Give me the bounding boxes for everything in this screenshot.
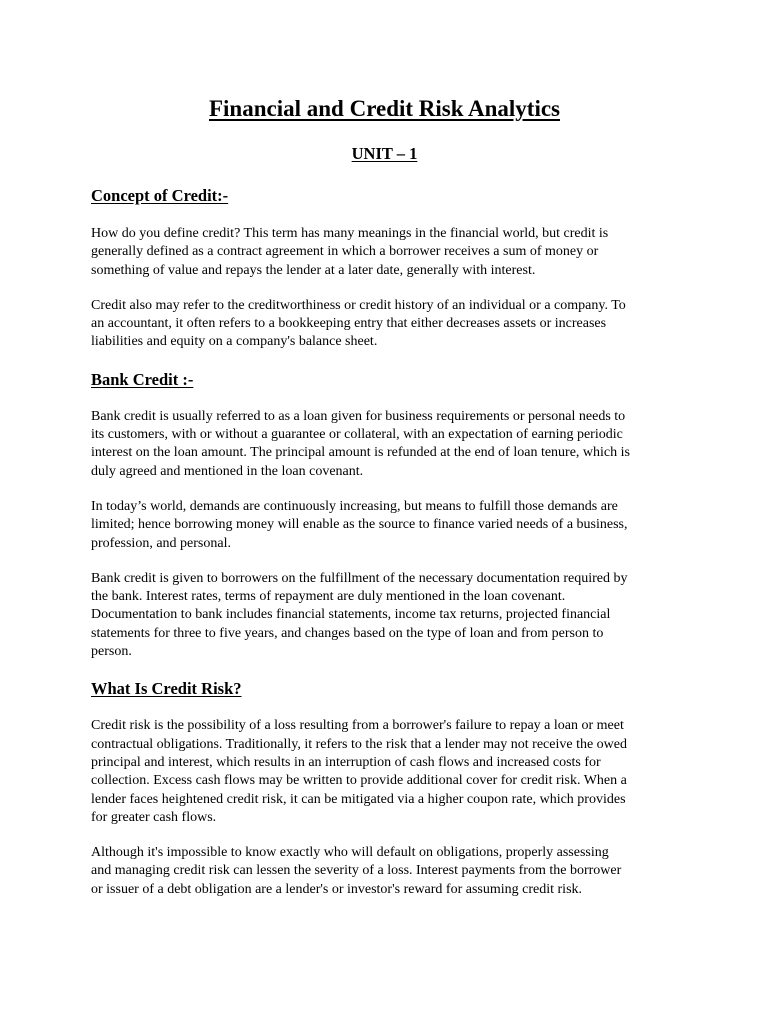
text-line: for greater cash flows. xyxy=(91,809,217,825)
text-line: duly agreed and mentioned in the loan covenant. xyxy=(91,463,364,479)
text-line: Although it's impossible to know exactly who will default on obligations, properly assessing xyxy=(91,845,609,861)
text-line: liabilities and equity on a company's balance sheet. xyxy=(91,334,378,350)
text-line: principal and interest, which results in an interruption of cash flows and increased costs for xyxy=(91,754,601,770)
text-line: Bank credit is usually referred to as a loan given for business requirements or personal needs to xyxy=(91,408,626,424)
text-line: generally defined as a contract agreement in which a borrower receives a sum of money or xyxy=(91,244,599,260)
text-line: Documentation to bank includes financial statements, income tax returns, projected financial xyxy=(91,607,611,623)
text-line: lender faces heightened credit risk, it can be mitigated via a higher coupon rate, which provides xyxy=(91,791,626,807)
section-concept-of-credit xyxy=(91,184,678,352)
paragraph xyxy=(91,225,678,280)
section-heading: What Is Credit Risk? xyxy=(91,679,242,699)
document-title: Financial and Credit Risk Analytics xyxy=(208,96,561,121)
text-line: Credit also may refer to the creditworthiness or credit history of an individual or a company. To xyxy=(91,297,626,313)
text-line: its customers, with or without a guarantee or collateral, with an expectation of earning periodic xyxy=(91,427,623,443)
text-line: In today’s world, demands are continuously increasing, but means to fulfill those demands are xyxy=(91,498,618,514)
paragraph xyxy=(91,844,678,899)
text-line: contractual obligations. Traditionally, it refers to the risk that a lender may not receive the owed xyxy=(91,736,627,752)
paragraph xyxy=(91,717,678,827)
section-heading: Concept of Credit:- xyxy=(91,186,229,205)
text-line: something of value and repays the lender at a later date, generally with interest. xyxy=(91,262,536,278)
text-line: How do you define credit? This term has many meanings in the financial world, but credit is xyxy=(91,226,609,241)
text-line: and managing credit risk can lessen the severity of a loss. Interest payments from the borrower xyxy=(91,863,622,879)
text-line: interest on the loan amount. The principal amount is refunded at the end of loan tenure, which is xyxy=(91,445,630,461)
paragraph xyxy=(91,297,678,352)
text-line: an accountant, it often refers to a bookkeeping entry that either decreases assets or increases xyxy=(91,316,607,332)
text-line: person. xyxy=(91,644,132,660)
text-line: or issuer of a debt obligation are a lender's or investor's reward for assuming credit risk. xyxy=(91,881,583,897)
text-line: Bank credit is given to borrowers on the fulfillment of the necessary documentation required by xyxy=(91,570,628,586)
paragraph xyxy=(91,498,678,553)
text-line: Credit risk is the possibility of a loss resulting from a borrower's failure to repay a loan or meet xyxy=(91,718,624,734)
text-line: collection. Excess cash flows may be written to provide additional cover for credit risk. When a xyxy=(91,773,627,789)
text-line: statements for three to five years, and changes based on the type of loan and from person to xyxy=(91,625,604,641)
paragraph xyxy=(91,570,678,661)
text-line: profession, and personal. xyxy=(91,535,231,551)
unit-label: UNIT – 1 xyxy=(351,144,418,163)
section-bank-credit xyxy=(91,368,678,662)
text-line: the bank. Interest rates, terms of repayment are duly mentioned in the loan covenant. xyxy=(91,589,566,605)
text-line: limited; hence borrowing money will enable as the source to finance varied needs of a business, xyxy=(91,517,628,533)
section-heading: Bank Credit :- xyxy=(91,369,194,389)
paragraph xyxy=(91,408,678,481)
section-what-is-credit-risk xyxy=(91,677,678,899)
